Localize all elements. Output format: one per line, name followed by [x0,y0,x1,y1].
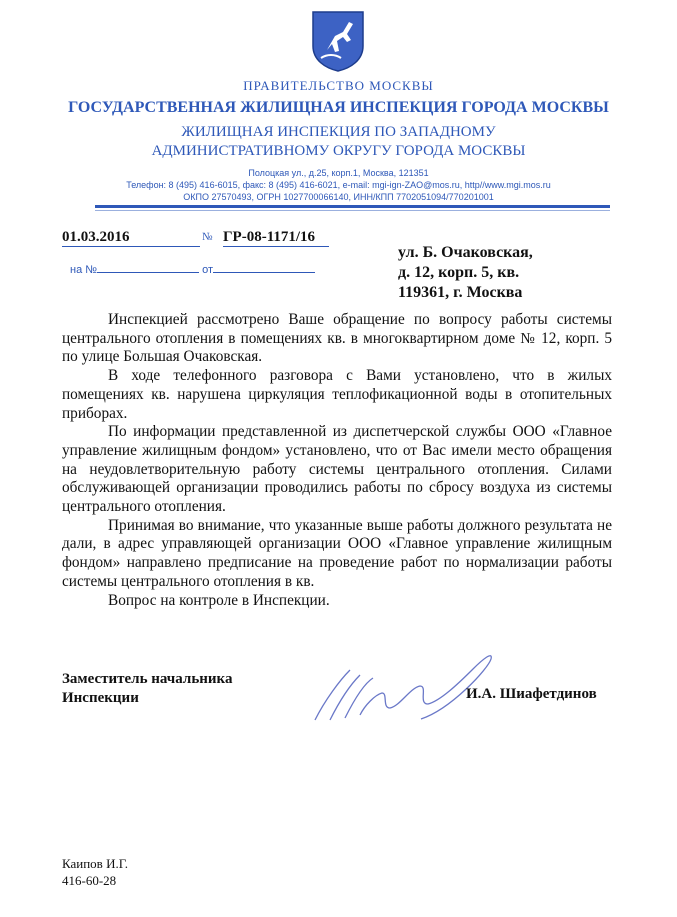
signatory-title-line: Инспекции [62,690,139,706]
signatory-title-line: Заместитель начальника [62,671,233,687]
from-label: от [202,264,214,276]
number-label: № [202,231,213,243]
ref-blank [97,262,199,273]
recipient-address [398,243,533,303]
executor-phone: 416-60-28 [62,873,117,888]
letter-date: 01.03.2016 [62,229,200,247]
executor-info [62,855,128,889]
recipient-line: д. 12, корп. 5, кв. [398,264,520,281]
header-divider-thin [95,210,610,211]
inspection-heading: ГОСУДАРСТВЕННАЯ ЖИЛИЩНАЯ ИНСПЕКЦИЯ ГОРОДА МОСКВЫ [68,99,609,116]
reference-line [70,262,315,276]
department-heading-line2: АДМИНИСТРАТИВНОМУ ОКРУГУ ГОРОДА МОСКВЫ [151,143,526,159]
from-blank [213,262,315,273]
letter-number: ГР-08-1171/16 [223,229,329,247]
header-codes: ОКПО 27570493, ОГРН 1027700066140, ИНН/КПП 7702051094/770201001 [183,192,494,202]
paragraph: По информации представленной из диспетчерской службы ООО «Главное управление жилищным фондом» установлено, что от Вас имели место обращения на неудовлетворительную работу системы центрального отопления. Силами обслуживающей организации проводились работы по сбросу воздуха из системы центрального отопления. [62,423,612,516]
paragraph: Инспекцией рассмотрено Ваше обращение по вопросу работы системы центрального отопления в помещениях кв. в многоквартирном доме № 12, корп. 5 по улице Большая Очаковская. [62,311,612,366]
recipient-line: ул. Б. Очаковская, [398,244,533,261]
paragraph: Вопрос на контроле в Инспекции. [108,591,330,609]
header-contacts: Телефон: 8 (495) 416-6015, факс: 8 (495) 416-6021, e-mail: mgi-ign-ZAO@mos.ru, http//www.mgi.mos.ru [126,180,551,190]
header-address: Полоцкая ул., д.25, корп.1, Москва, 121351 [248,168,429,178]
header-divider [95,205,610,208]
moscow-coat-of-arms-icon [309,10,367,72]
paragraph: Принимая во внимание, что указанные выше работы должного результата не дали, в адрес управляющей организации ООО «Главное управление жилищным фондом» направлено предписание на проведение работ по нормализации работы системы центрального отопления в кв. [62,516,612,590]
recipient-line: 119361, г. Москва [398,284,523,301]
ref-label: на № [70,264,98,276]
executor-name: Каипов И.Г. [62,856,129,871]
department-heading-line1: ЖИЛИЩНАЯ ИНСПЕКЦИЯ ПО ЗАПАДНОМУ [181,124,496,140]
signatory-name: И.А. Шиафетдинов [466,686,597,702]
government-heading: ПРАВИТЕЛЬСТВО МОСКВЫ [243,78,434,93]
signatory-title [62,670,232,708]
letter-body [62,311,612,610]
paragraph: В ходе телефонного разговора с Вами установлено, что в жилых помещениях кв. нарушена циркуляция теплофикационной воды в отопительных приборах. [62,367,612,422]
handwritten-signature [305,640,505,730]
